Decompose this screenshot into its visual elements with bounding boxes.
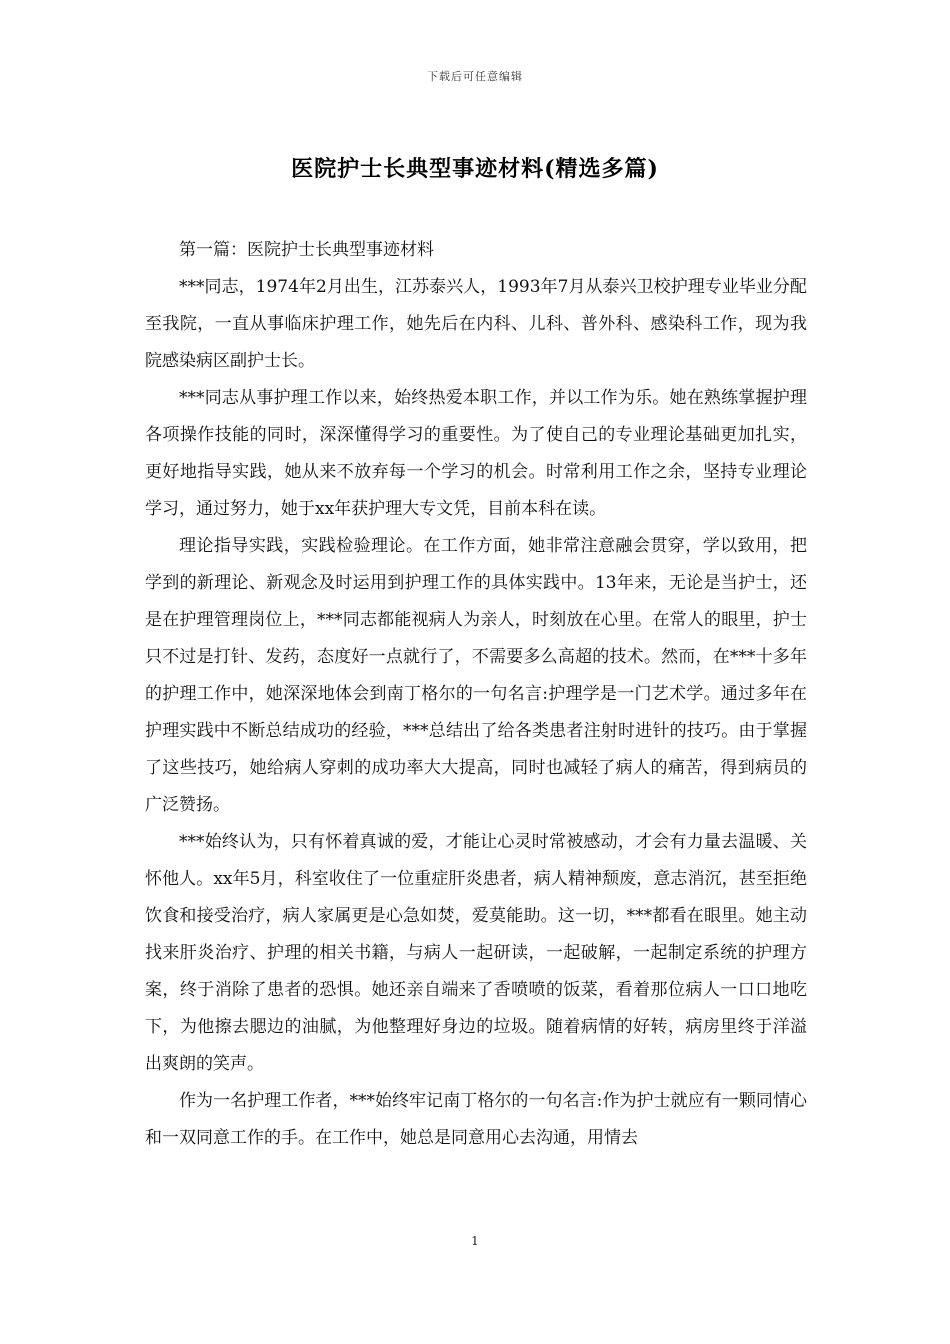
document-title: 医院护士长典型事迹材料(精选多篇) [291,156,659,182]
header-note: 下载后可任意编辑 [427,70,523,83]
paragraph: ***同志从事护理工作以来，始终热爱本职工作，并以工作为乐。她在熟练掌握护理各项操作技能的同时，深深懂得学习的重要性。为了使自己的专业理论基础更加扎实，更好地指导实践，她从来不放弃每一个学习的机会。时常利用工作之余，坚持专业理论学习，通过努力，她于xx年获护理大专文凭，目前本科在读。 [145,388,807,519]
paragraph: ***同志，1974年2月出生，江苏泰兴人，1993年7月从泰兴卫校护理专业毕业分配至我院，一直从事临床护理工作，她先后在内科、儿科、普外科、感染科工作，现为我院感染病区副护士长。 [145,277,807,371]
page-number: 1 [471,1234,479,1248]
paragraph: 作为一名护理工作者，***始终牢记南丁格尔的一句名言:作为护士就应有一颗同情心和一双同意工作的手。在工作中，她总是同意用心去沟通，用情去 [145,1091,807,1148]
paragraph: ***始终认为，只有怀着真诚的爱，才能让心灵时常被感动，才会有力量去温暖、关怀他人。xx年5月，科室收住了一位重症肝炎患者，病人精神颓废，意志消沉，甚至拒绝饮食和接受治疗，病人家属更是心急如焚，爱莫能助。这一切，***都看在眼里。她主动找来肝炎治疗、护理的相关书籍，与病人一起研读，一起破解，一起制定系统的护理方案，终于消除了患者的恐惧。她还亲自端来了香喷喷的饭菜，看着那位病人一口口地吃下，为他擦去腮边的油腻，为他整理好身边的垃圾。随着病情的好转，病房里终于洋溢出爽朗的笑声。 [145,832,807,1074]
document-body [145,232,807,1157]
paragraph: 理论指导实践，实践检验理论。在工作方面，她非常注意融会贯穿，学以致用，把学到的新理论、新观念及时运用到护理工作的具体实践中。13年来，无论是当护士，还是在护理管理岗位上，***同志都能视病人为亲人，时刻放在心里。在常人的眼里，护士只不过是打针、发药，态度好一点就行了，不需要多么高超的技术。然而，在***十多年的护理工作中，她深深地体会到南丁格尔的一句名言:护理学是一门艺术学。通过多年在护理实践中不断总结成功的经验，***总结出了给各类患者注射时进针的技巧。由于掌握了这些技巧，她给病人穿刺的成功率大大提高，同时也减轻了病人的痛苦，得到病员的广泛赞扬。 [145,536,807,815]
section-heading: 第一篇：医院护士长典型事迹材料 [179,240,434,260]
